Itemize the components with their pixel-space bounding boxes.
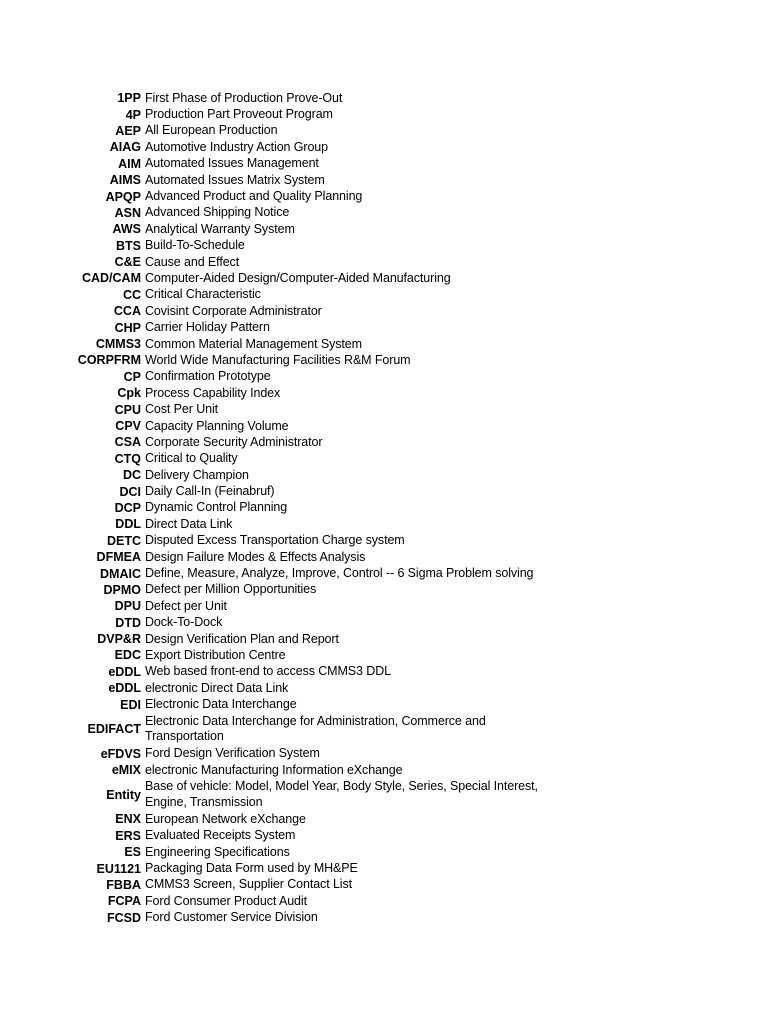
glossary-definition: electronic Direct Data Link <box>145 680 289 695</box>
glossary-definition: Electronic Data Interchange <box>145 697 297 712</box>
glossary-row <box>0 221 768 237</box>
glossary-row <box>0 336 768 352</box>
glossary-term: CTQ <box>114 451 141 466</box>
glossary-definition: Defect per Unit <box>145 598 227 613</box>
glossary-term: DPMO <box>103 582 141 597</box>
glossary-row <box>0 844 768 860</box>
glossary-term: AIAG <box>109 140 141 155</box>
glossary-term: CMMS3 <box>95 337 141 352</box>
glossary-row <box>0 90 768 106</box>
glossary-row <box>0 893 768 909</box>
glossary-row <box>0 123 768 139</box>
glossary-definition: Critical to Quality <box>145 451 238 466</box>
glossary-term: eMIX <box>111 763 141 778</box>
glossary-row <box>0 877 768 893</box>
glossary-term: BTS <box>116 238 141 253</box>
glossary-definition: Design Verification Plan and Report <box>145 631 339 646</box>
glossary-row <box>0 615 768 631</box>
glossary-definition: Computer-Aided Design/Computer-Aided Manufacturing <box>145 270 451 285</box>
glossary-definition: European Network eXchange <box>145 811 306 826</box>
glossary-term: FCPA <box>107 894 141 909</box>
glossary-row <box>0 172 768 188</box>
glossary-definition: Corporate Security Administrator <box>145 434 323 449</box>
glossary-row <box>0 582 768 598</box>
glossary-definition: Daily Call-In (Feinabruf) <box>145 484 275 499</box>
glossary-definition: Advanced Shipping Notice <box>145 205 290 220</box>
glossary-term: C&E <box>114 255 141 270</box>
glossary-term: DETC <box>106 533 141 548</box>
glossary-row <box>0 565 768 581</box>
glossary-definition: Ford Customer Service Division <box>145 910 318 925</box>
glossary-row <box>0 352 768 368</box>
glossary-term: DFMEA <box>96 550 141 565</box>
glossary-term: DCI <box>119 484 141 499</box>
glossary-term: eDDL <box>108 681 141 696</box>
glossary-term: ES <box>124 845 141 860</box>
glossary-definition: Web based front-end to access CMMS3 DDL <box>145 664 391 679</box>
glossary-definition: Process Capability Index <box>145 385 281 400</box>
glossary-definition: Defect per Million Opportunities <box>145 582 317 597</box>
glossary-term: EDI <box>120 697 141 712</box>
glossary-definition: Cause and Effect <box>145 254 240 269</box>
glossary-definition: Electronic Data Interchange for Administration, Commerce and Transportation <box>145 713 486 744</box>
glossary-term: DDL <box>115 517 141 532</box>
glossary-term: eFDVS <box>100 746 141 761</box>
glossary-definition: Delivery Champion <box>145 467 249 482</box>
glossary-row <box>0 401 768 417</box>
glossary-term: FBBA <box>106 877 141 892</box>
glossary-row <box>0 156 768 172</box>
glossary-term: CCA <box>113 304 141 319</box>
glossary-row <box>0 500 768 516</box>
glossary-definition: CMMS3 Screen, Supplier Contact List <box>145 877 353 892</box>
glossary-definition: Ford Consumer Product Audit <box>145 893 307 908</box>
glossary-term: 4P <box>125 107 141 122</box>
glossary-row <box>0 418 768 434</box>
glossary-term: CPU <box>114 402 141 417</box>
glossary-definition: Production Part Proveout Program <box>145 107 333 122</box>
glossary-row <box>0 549 768 565</box>
glossary-definition: Automotive Industry Action Group <box>145 139 329 154</box>
glossary-row <box>0 369 768 385</box>
glossary-term: ENX <box>115 812 141 827</box>
glossary-definition: Define, Measure, Analyze, Improve, Control -- 6 Sigma Problem solving <box>145 566 534 581</box>
glossary-row <box>0 778 768 811</box>
glossary-definition: Carrier Holiday Pattern <box>145 320 270 335</box>
glossary-row <box>0 434 768 450</box>
glossary-term: EDC <box>114 648 141 663</box>
glossary-row <box>0 238 768 254</box>
glossary-term: ASN <box>114 205 141 220</box>
glossary-term: DCP <box>114 500 141 515</box>
glossary-definition: Engineering Specifications <box>145 844 290 859</box>
glossary-definition: Packaging Data Form used by MH&PE <box>145 861 358 876</box>
glossary-row <box>0 696 768 712</box>
glossary-row <box>0 533 768 549</box>
glossary-term: DPU <box>114 599 141 614</box>
glossary-row <box>0 860 768 876</box>
glossary-definition: Analytical Warranty System <box>145 221 295 236</box>
glossary-term: APQP <box>105 189 141 204</box>
glossary-term: DTD <box>115 615 141 630</box>
glossary-term: AIMS <box>109 173 141 188</box>
glossary-row <box>0 516 768 532</box>
glossary-term: FCSD <box>106 910 141 925</box>
glossary-definition: Disputed Excess Transportation Charge system <box>145 533 405 548</box>
glossary-row <box>0 254 768 270</box>
glossary-row <box>0 598 768 614</box>
glossary-definition: electronic Manufacturing Information eXchange <box>145 762 403 777</box>
glossary-row <box>0 303 768 319</box>
glossary-row <box>0 664 768 680</box>
glossary-term: Entity <box>106 787 141 802</box>
glossary-row <box>0 467 768 483</box>
glossary-row <box>0 647 768 663</box>
glossary-row <box>0 270 768 286</box>
glossary-definition: Automated Issues Management <box>145 156 319 171</box>
glossary-row <box>0 762 768 778</box>
glossary-definition: Evaluated Receipts System <box>145 828 296 843</box>
glossary-definition: All European Production <box>145 123 278 138</box>
glossary-row <box>0 205 768 221</box>
glossary-definition: Advanced Product and Quality Planning <box>145 189 363 204</box>
glossary-definition: Design Failure Modes & Effects Analysis <box>145 549 366 564</box>
glossary-row <box>0 188 768 204</box>
glossary-term: Cpk <box>117 386 141 401</box>
glossary-term: CORPFRM <box>77 353 141 368</box>
glossary-definition: Cost Per Unit <box>145 402 219 417</box>
glossary-term: CPV <box>115 419 141 433</box>
glossary-definition: Build-To-Schedule <box>145 238 245 253</box>
glossary-definition: Confirmation Prototype <box>145 369 271 384</box>
glossary-row <box>0 385 768 401</box>
glossary-row <box>0 106 768 122</box>
glossary-row <box>0 287 768 303</box>
glossary-term: ERS <box>115 828 141 843</box>
glossary-term: AIM <box>118 156 141 171</box>
glossary-definition: Critical Characteristic <box>145 287 261 302</box>
glossary-term: CAD/CAM <box>81 271 141 286</box>
glossary-term: CC <box>122 287 141 302</box>
glossary-row <box>0 631 768 647</box>
glossary-list <box>0 90 768 926</box>
glossary-definition: World Wide Manufacturing Facilities R&M Forum <box>145 352 411 367</box>
glossary-row <box>0 811 768 827</box>
glossary-row <box>0 139 768 155</box>
glossary-term: CSA <box>114 435 141 450</box>
glossary-term: AWS <box>112 222 141 237</box>
glossary-row <box>0 483 768 499</box>
glossary-term: 1PP <box>117 91 141 106</box>
glossary-term: DMAIC <box>100 566 141 581</box>
glossary-term: EDIFACT <box>87 722 141 737</box>
glossary-definition: First Phase of Production Prove-Out <box>145 90 343 105</box>
glossary-definition: Direct Data Link <box>145 516 233 531</box>
glossary-definition: Capacity Planning Volume <box>145 418 289 433</box>
glossary-definition: Common Material Management System <box>145 336 362 351</box>
glossary-definition: Covisint Corporate Administrator <box>145 303 322 318</box>
glossary-definition: Dynamic Control Planning <box>145 500 288 515</box>
glossary-row <box>0 451 768 467</box>
glossary-row <box>0 713 768 746</box>
glossary-definition: Automated Issues Matrix System <box>145 172 325 187</box>
glossary-definition: Export Distribution Centre <box>145 647 286 662</box>
glossary-definition: Base of vehicle: Model, Model Year, Body Style, Series, Special Interest, Engine, Transmission <box>145 779 538 809</box>
glossary-term: EU1121 <box>96 861 141 876</box>
glossary-term: DVP&R <box>97 632 141 647</box>
glossary-row <box>0 828 768 844</box>
glossary-term: AEP <box>115 123 141 138</box>
glossary-term: DC <box>122 468 141 483</box>
glossary-definition: Dock-To-Dock <box>145 615 223 630</box>
glossary-row <box>0 910 768 926</box>
glossary-row <box>0 680 768 696</box>
glossary-term: CP <box>123 369 141 384</box>
glossary-definition: Ford Design Verification System <box>145 746 320 761</box>
glossary-row <box>0 746 768 762</box>
glossary-term: eDDL <box>108 664 141 679</box>
glossary-term: CHP <box>114 320 141 335</box>
glossary-row <box>0 319 768 335</box>
